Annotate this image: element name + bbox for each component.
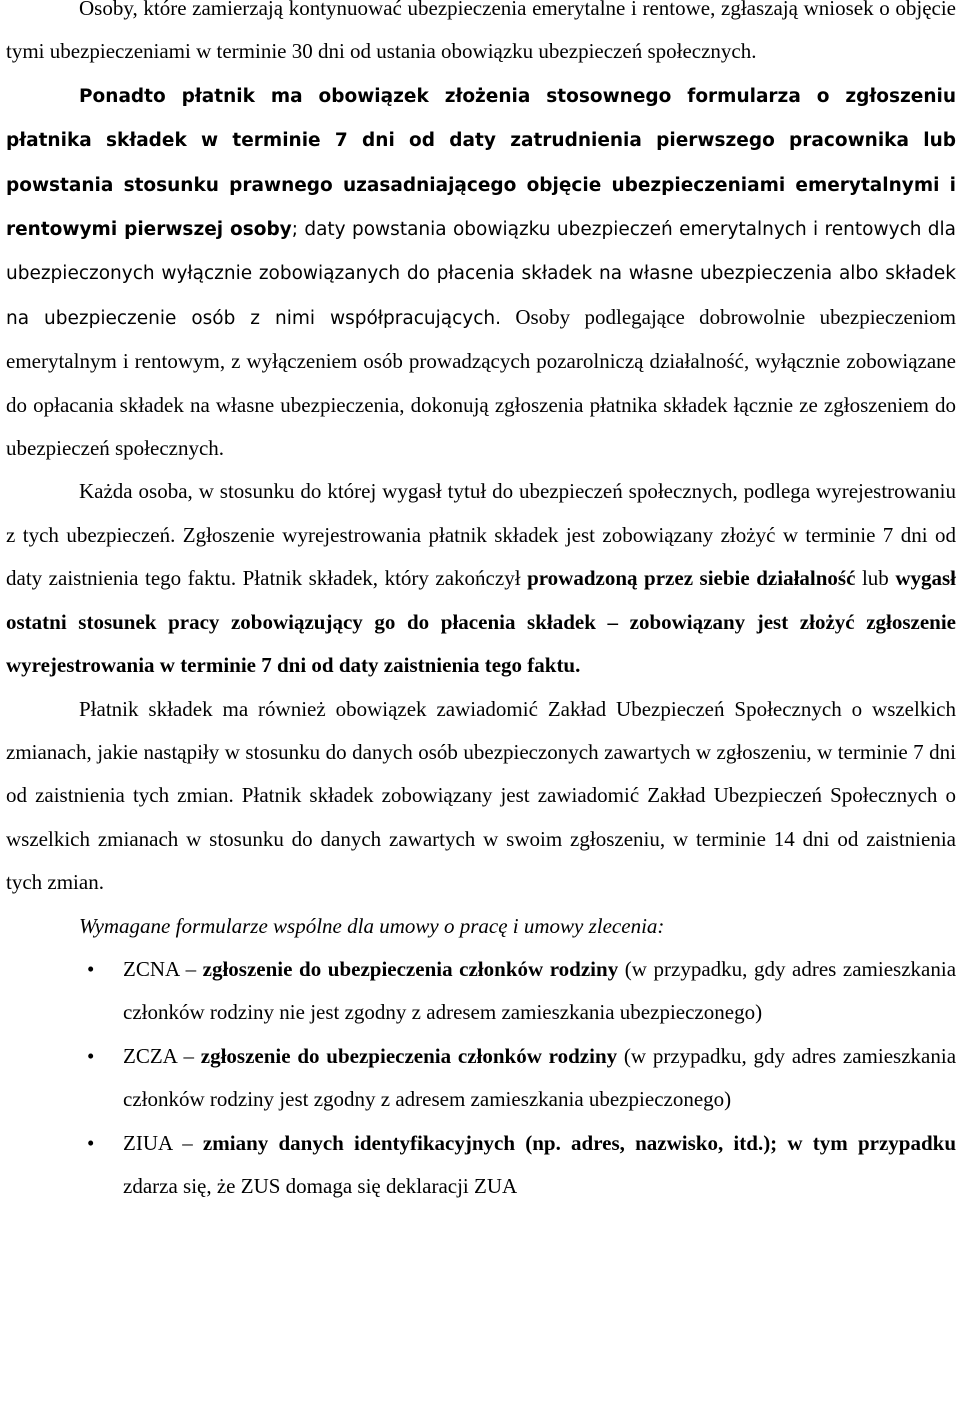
- forms-list: [6, 948, 956, 1208]
- bullet-icon: •: [87, 956, 95, 981]
- bullet-icon: •: [87, 1130, 95, 1155]
- document-page: [6, 0, 956, 1208]
- paragraph-text: Każda osoba, w stosunku do której wygasł tytuł do ubezpieczeń społecznych, podlega wyrejestrowaniu z tych ubezpieczeń. Zgłoszenie wyrejestrowania płatnik składek jest zobowiązany złożyć w terminie 7 dni od daty zaistnienia tego faktu. Płatnik składek, który zakończył: [6, 479, 956, 591]
- paragraph-text: Płatnik składek ma również obowiązek zawiadomić Zakład Ubezpieczeń Społecznych o wszelkich zmianach, jakie nastąpiły w stosunku do danych osób ubezpieczonych zawartych w zgłoszeniu, w terminie 7 dni od zaistnienia tych zmian. Płatnik składek zobowiązany jest zawiadomić Zakład Ubezpieczeń Społecznych o wszelkich zmianach w stosunku do danych zawartych w swoim zgłoszeniu, w terminie 14 dni od zaistnienia tych zmian.: [6, 696, 956, 895]
- paragraph-text: ; daty powstania obowiązku ubezpieczeń emerytalnych i rentowych dla ubezpieczonych wyłącznie zobowiązanych do płacenia składek na własne ubezpieczenia albo składek na ubezpieczenie osób z nimi współpracujących.: [6, 219, 956, 329]
- paragraph-text: zdarza się, że ZUS domaga się deklaracji ZUA: [123, 1173, 518, 1198]
- paragraph-text: (w przypadku, gdy adres zamieszkania członków rodziny nie jest zgodny z adresem zamieszkania ubezpieczonego): [123, 956, 957, 1025]
- paragraph-text: lub: [855, 566, 896, 591]
- bold-text: zgłoszenie do ubezpieczenia członków rodziny: [200, 1043, 618, 1068]
- paragraph-text: (w przypadku, gdy adres zamieszkania członków rodziny jest zgodny z adresem zamieszkania ubezpieczonego): [123, 1043, 957, 1112]
- paragraph-payer-registration: [6, 74, 956, 471]
- paragraph-continuation-insurance: [6, 0, 956, 74]
- form-code: ZCZA –: [123, 1043, 201, 1068]
- list-item: [6, 1035, 956, 1122]
- bullet-icon: •: [87, 1043, 95, 1068]
- list-item: [6, 1122, 956, 1209]
- bold-text: wygasł ostatni stosunek pracy zobowiązujący go do płacenia składek – zobowiązany jest złożyć zgłoszenie wyrejestrowania w terminie 7 dni od daty zaistnienia tego faktu.: [6, 566, 956, 678]
- bold-text: zmiany danych identyfikacyjnych (np. adres, nazwisko, itd.); w tym przypadku: [202, 1130, 956, 1155]
- paragraph-text: Osoby, które zamierzają kontynuować ubezpieczenia emerytalne i rentowe, zgłaszają wniosek o objęcie tymi ubezpieczeniami w terminie 30 dni od ustania obowiązku ubezpieczeń społecznych.: [6, 0, 956, 64]
- paragraph-text: Osoby podlegające dobrowolnie ubezpieczeniom emerytalnym i rentowym, z wyłączeniem osób prowadzących pozarolniczą działalność, wyłącznie zobowiązane do opłacania składek na własne ubezpieczenia, dokonują zgłoszenia płatnika składek łącznie ze zgłoszeniem do ubezpieczeń społecznych.: [6, 304, 956, 461]
- bold-text: Ponadto płatnik ma obowiązek złożenia stosownego formularza o zgłoszeniu płatnika składek w terminie 7 dni od daty zatrudnienia pierwszego pracownika lub powstania stosunku prawnego uzasadniającego objęcie ubezpieczeniami emerytalnymi i rentowymi pierwszej osoby: [6, 85, 956, 241]
- form-code: ZCNA –: [123, 956, 203, 981]
- paragraph-change-notification: [6, 688, 956, 905]
- bold-text: prowadzoną przez siebie działalność: [527, 566, 856, 591]
- list-item: [6, 948, 956, 1035]
- bold-text: zgłoszenie do ubezpieczenia członków rodziny: [202, 956, 619, 981]
- form-code: ZIUA –: [123, 1130, 203, 1155]
- paragraph-deregistration: [6, 470, 956, 687]
- forms-heading: Wymagane formularze wspólne dla umowy o pracę i umowy zlecenia:: [79, 913, 665, 938]
